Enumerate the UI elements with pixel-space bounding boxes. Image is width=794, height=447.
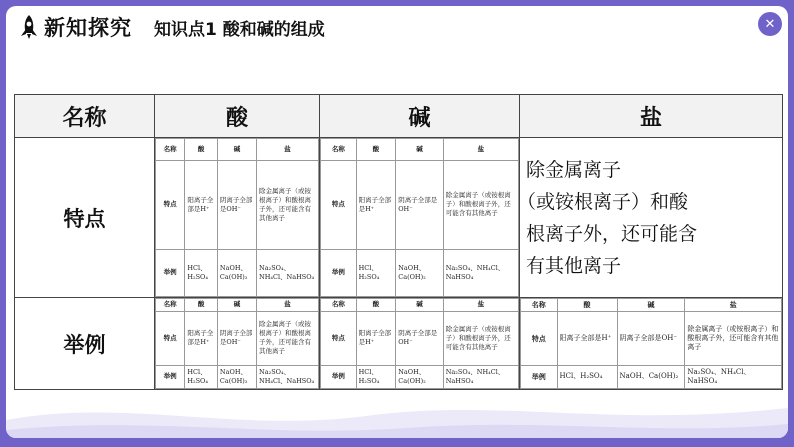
mini-cell: NaOH、Ca(OH)₂: [396, 365, 444, 388]
mini-cell: 阴离子全部是OH⁻: [217, 311, 256, 365]
mini-cell: 阳离子全部是H⁺: [356, 311, 396, 365]
mini-table-cell: [320, 138, 520, 298]
mini-cell: 除金属离子（或铵根离子）和酸根离子外，还可能含有其他离子: [685, 311, 782, 365]
mini-cell: 阴离子全部是OH⁻: [396, 161, 444, 250]
salt-feature-line: 除金属离子: [526, 158, 622, 181]
mini-cell: 除金属离子（或铵根离子）和酸根离子外，还可能含有其他离子: [443, 311, 518, 365]
mini-header: 盐: [443, 299, 518, 312]
mini-table: [520, 298, 782, 389]
mini-cell: Na₂SO₄、NH₄Cl、NaHSO₄: [443, 249, 518, 296]
mini-row-label: 特点: [321, 161, 357, 250]
mini-table: [155, 138, 319, 297]
mini-cell: 阴离子全部是OH⁻: [396, 311, 444, 365]
mini-header: 碱: [396, 139, 444, 161]
header-base: 碱: [320, 95, 520, 138]
mini-cell: Na₂SO₄、NH₄Cl、NaHSO₄: [443, 365, 518, 388]
salt-feature-line: 根离子外，还可能含: [526, 222, 698, 245]
mini-header: 名称: [156, 139, 185, 161]
topic-title: 知识点1 酸和碱的组成: [154, 19, 325, 40]
mini-cell: 除金属离子（或铵根离子）和酸根离子外，还可能含有其他离子: [443, 161, 518, 250]
mini-cell: NaOH、Ca(OH)₂: [217, 249, 256, 296]
mini-row-label: 特点: [521, 311, 558, 365]
mini-header: 名称: [156, 299, 185, 312]
mini-cell: 阴离子全部是OH⁻: [217, 161, 256, 250]
row-label-feature: 特点: [15, 138, 155, 298]
mini-cell: NaOH、Ca(OH)₂: [396, 249, 444, 296]
mini-cell: 阳离子全部是H⁺: [185, 161, 218, 250]
header-salt: 盐: [520, 95, 783, 138]
mini-header: 酸: [356, 299, 396, 312]
mini-header: 碱: [396, 299, 444, 312]
mini-cell: 阳离子全部是H⁺: [185, 311, 218, 365]
mini-row-label: 特点: [156, 161, 185, 250]
mini-cell: NaOH、Ca(OH)₂: [617, 365, 685, 388]
mini-row-label: 举例: [321, 249, 357, 296]
mini-cell: 除金属离子（或铵根离子）和酸根离子外，还可能含有其他离子: [257, 311, 319, 365]
mini-row-label: 举例: [156, 365, 185, 388]
mini-header: 名称: [321, 299, 357, 312]
mini-cell: Na₂SO₄、NH₄Cl、NaHSO₄: [257, 365, 319, 388]
mini-row-label: 举例: [521, 365, 558, 388]
mini-header: 碱: [617, 299, 685, 312]
close-icon[interactable]: ✕: [758, 12, 782, 36]
mini-cell: HCl、H₂SO₄: [185, 249, 218, 296]
slide: [6, 6, 788, 438]
section-title: 新知探究: [44, 16, 132, 40]
mini-row-label: 特点: [321, 311, 357, 365]
mini-table: [155, 298, 319, 389]
mini-cell: 阴离子全部是OH⁻: [617, 311, 685, 365]
mini-row-label: 举例: [156, 249, 185, 296]
mini-header: 盐: [257, 299, 319, 312]
mini-header: 碱: [217, 299, 256, 312]
mini-cell: Na₂SO₄、NH₄Cl、NaHSO₄: [685, 365, 782, 388]
mini-header: 名称: [521, 299, 558, 312]
mini-cell: HCl、H₂SO₄: [557, 365, 617, 388]
header: [18, 10, 325, 44]
mini-header: 酸: [356, 139, 396, 161]
mini-cell: 除金属离子（或铵根离子）和酸根离子外，还可能含有其他离子: [257, 161, 319, 250]
mini-header: 酸: [185, 139, 218, 161]
header-name: 名称: [15, 95, 155, 138]
mini-table: [320, 138, 519, 297]
mini-header: 盐: [685, 299, 782, 312]
salt-feature-line: 有其他离子: [526, 254, 622, 277]
mini-row-label: 特点: [156, 311, 185, 365]
mini-table: [320, 298, 519, 389]
mini-cell: 阳离子全部是H⁺: [356, 161, 396, 250]
mini-cell: Na₂SO₄、NH₄Cl、NaHSO₄: [257, 249, 319, 296]
mini-header: 酸: [557, 299, 617, 312]
mini-cell: HCl、H₂SO₄: [185, 365, 218, 388]
header-acid: 酸: [155, 95, 320, 138]
salt-feature: [517, 138, 783, 298]
mini-row-label: 举例: [321, 365, 357, 388]
mini-table-cell: [520, 298, 783, 390]
mini-cell: NaOH、Ca(OH)₂: [217, 365, 256, 388]
salt-feature-line: （或铵根离子）和酸: [517, 190, 689, 213]
comparison-table: [14, 94, 783, 390]
row-label-example: 举例: [15, 298, 155, 390]
mini-table-cell: [320, 298, 520, 390]
mini-cell: 阳离子全部是H⁺: [557, 311, 617, 365]
mini-table-cell: [155, 298, 320, 390]
mini-header: 酸: [185, 299, 218, 312]
rocket-icon: [18, 14, 40, 40]
mini-cell: HCl、H₂SO₄: [356, 249, 396, 296]
mini-table-cell: [155, 138, 320, 298]
mini-header: 名称: [321, 139, 357, 161]
mini-header: 盐: [257, 139, 319, 161]
mini-header: 碱: [217, 139, 256, 161]
mini-header: 盐: [443, 139, 518, 161]
mini-cell: HCl、H₂SO₄: [356, 365, 396, 388]
